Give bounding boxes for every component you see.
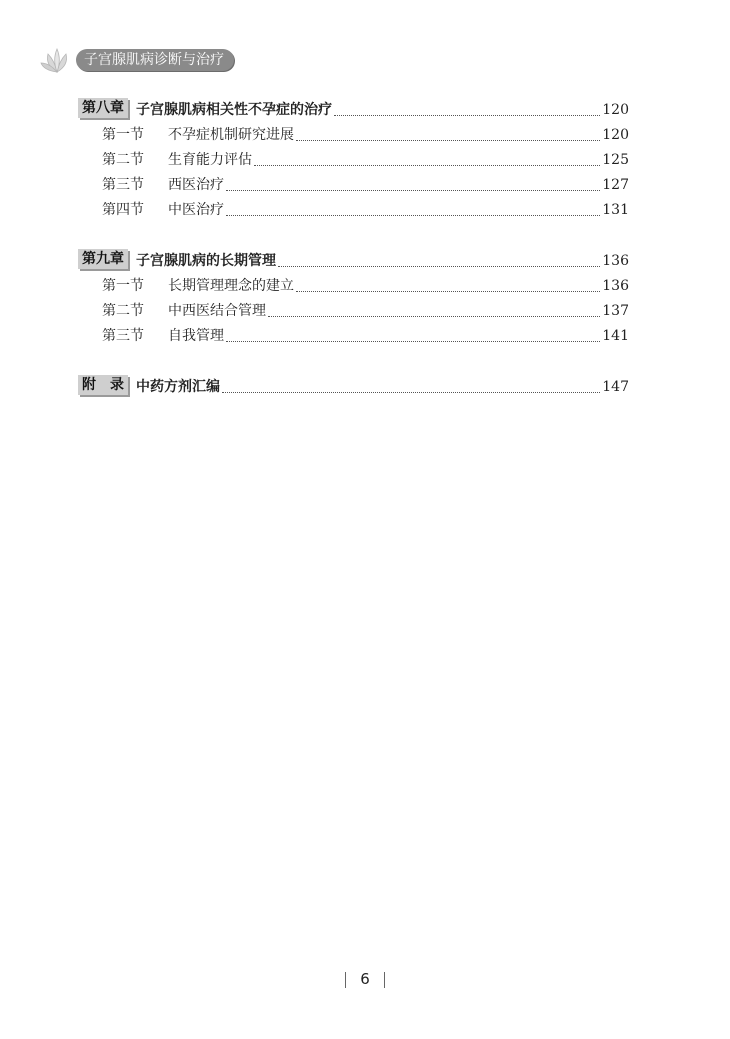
toc-appendix[interactable] [78, 375, 629, 400]
section-number: 第二节 [102, 303, 144, 319]
section-number: 第三节 [102, 328, 144, 344]
dot-leader [254, 165, 600, 166]
page-number: 136 [602, 278, 629, 294]
page-number: 127 [602, 177, 629, 193]
section-title: 长期管理理念的建立 [168, 278, 294, 294]
book-title: 子宫腺肌病诊断与治疗 [76, 49, 234, 71]
toc-section[interactable] [78, 173, 629, 198]
chapter-tag: 第九章 [78, 249, 128, 269]
dot-leader [296, 291, 600, 292]
section-title: 自我管理 [168, 328, 224, 344]
toc-section[interactable] [78, 198, 629, 223]
table-of-contents [78, 98, 629, 400]
section-number: 第四节 [102, 202, 144, 218]
dot-leader [268, 316, 600, 317]
dot-leader [222, 392, 600, 393]
section-title: 中西医结合管理 [168, 303, 266, 319]
page-number: 147 [602, 379, 629, 395]
page-number: 131 [602, 202, 629, 218]
toc-section[interactable] [78, 148, 629, 173]
section-number: 第一节 [102, 278, 144, 294]
appendix-tag: 附 录 [78, 375, 128, 395]
footer-divider [345, 972, 346, 988]
footer-divider [384, 972, 385, 988]
page-number: 136 [602, 253, 629, 269]
section-title: 西医治疗 [168, 177, 224, 193]
section-number: 第三节 [102, 177, 144, 193]
toc-section[interactable] [78, 274, 629, 299]
page-number: 137 [602, 303, 629, 319]
toc-section[interactable] [78, 324, 629, 349]
toc-section[interactable] [78, 123, 629, 148]
toc-section[interactable] [78, 299, 629, 324]
page-number: 120 [602, 102, 629, 118]
footer-page-number: 6 [360, 970, 370, 988]
appendix-title: 中药方剂汇编 [136, 379, 220, 395]
section-title: 中医治疗 [168, 202, 224, 218]
toc-chapter-9[interactable] [78, 249, 629, 274]
lotus-icon [40, 46, 74, 76]
chapter-title: 子宫腺肌病相关性不孕症的治疗 [136, 102, 332, 118]
section-title: 不孕症机制研究进展 [168, 127, 294, 143]
dot-leader [334, 115, 600, 116]
page-number: 125 [602, 152, 629, 168]
page-number: 120 [602, 127, 629, 143]
dot-leader [226, 190, 600, 191]
chapter-tag: 第八章 [78, 98, 128, 118]
dot-leader [226, 341, 600, 342]
dot-leader [278, 266, 600, 267]
chapter-title: 子宫腺肌病的长期管理 [136, 253, 276, 269]
section-number: 第二节 [102, 152, 144, 168]
toc-chapter-8[interactable] [78, 98, 629, 123]
section-number: 第一节 [102, 127, 144, 143]
page-number: 141 [602, 328, 629, 344]
dot-leader [296, 140, 600, 141]
dot-leader [226, 215, 600, 216]
section-title: 生育能力评估 [168, 152, 252, 168]
page-footer [0, 970, 730, 988]
